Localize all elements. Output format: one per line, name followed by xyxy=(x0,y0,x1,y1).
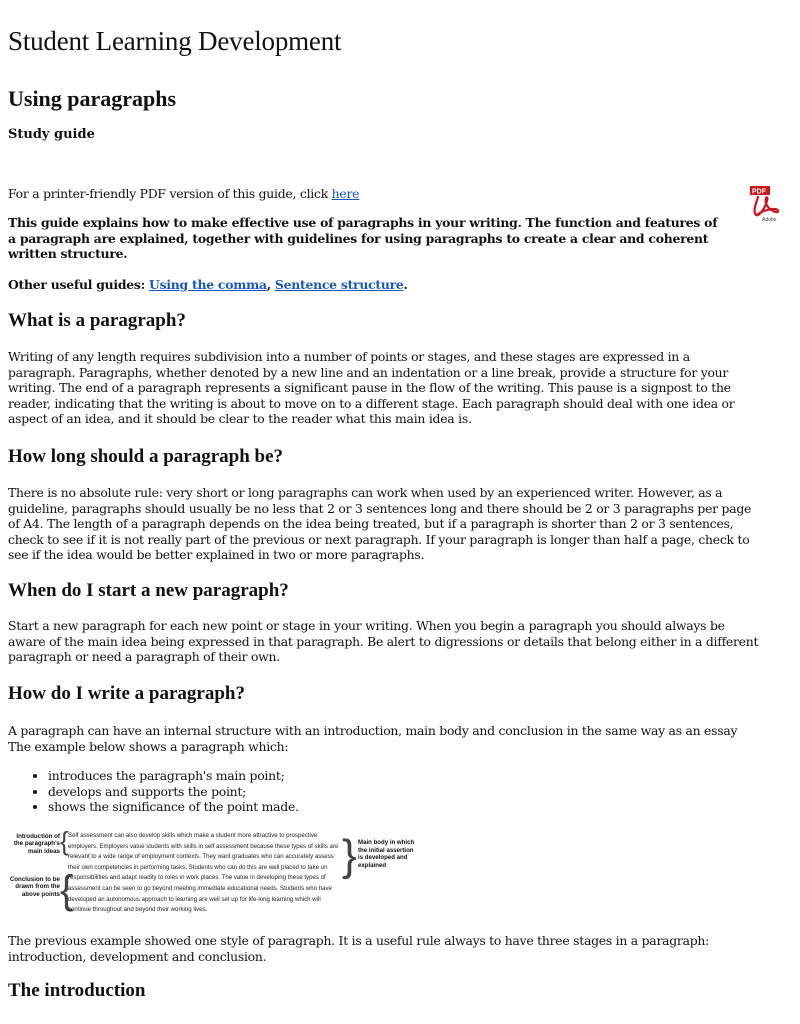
heading-when-new-paragraph: When do I start a new paragraph? xyxy=(8,580,289,601)
brace-right: } xyxy=(342,831,357,880)
page-title: Using paragraphs xyxy=(8,86,177,111)
after-example-text: The previous example showed one style of paragraph. It is a useful rule always to have three stages in a paragraph: introduction, development and conclusion. xyxy=(8,933,710,964)
pdf-line-text: For a printer-friendly PDF version of this guide, click xyxy=(8,186,332,201)
heading-the-introduction: The introduction xyxy=(8,980,146,1001)
example-label-main-body: Main body in which the initial assertion is developed and explained xyxy=(358,839,415,869)
heading-how-long: How long should a paragraph be? xyxy=(8,446,284,467)
paragraph-features-list xyxy=(8,768,800,815)
list-item: • shows the significance of the point made. xyxy=(48,799,800,815)
list-item: • introduces the paragraph's main point; xyxy=(48,768,800,784)
other-guides-label: Other useful guides: xyxy=(8,277,150,292)
other-guides-end: . xyxy=(403,277,408,292)
pdf-link[interactable]: here xyxy=(331,186,360,201)
other-guides xyxy=(8,277,760,293)
pdf-icon-label: Adobe xyxy=(762,217,777,223)
list-item: • develops and supports the point; xyxy=(48,784,800,800)
other-guides-sep: , xyxy=(266,277,275,292)
intro-summary: This guide explains how to make effective use of paragraphs in your writing. The function and features of a paragraph are explained, together with guidelines for using paragraphs to create a clear and coherent written structure. xyxy=(8,215,718,261)
example-label-conclusion: Conclusion to be drawn from the above points xyxy=(9,876,60,898)
when-body: Start a new paragraph for each new point or stage in your writing. When you begin a paragraph you should always be aware of the main idea being expressed in that paragraph. Be alert to digressions or details that belong either in a different paragraph or need a paragraph of their own. xyxy=(8,618,759,664)
how-write-body: A paragraph can have an internal structure with an introduction, main body and conclusion in the same way as an essay The example below shows a paragraph which: xyxy=(8,723,738,754)
svg-text:PDF: PDF xyxy=(752,188,766,196)
pdf-line xyxy=(8,186,760,202)
page-subtitle: Study guide xyxy=(8,127,95,142)
brace-left-bottom: { xyxy=(60,868,74,912)
heading-what-is-a-paragraph: What is a paragraph? xyxy=(8,310,186,331)
site-title: Student Learning Development xyxy=(8,26,342,56)
brace-left-top: { xyxy=(60,826,69,856)
pdf-icon[interactable] xyxy=(750,186,780,222)
heading-how-write: How do I write a paragraph? xyxy=(8,683,245,704)
what-body: Writing of any length requires subdivision into a number of points or stages, and these stages are expressed in a paragraph. Paragraphs, whether denoted by a new line and an indentation or a line break, provide a structure for your writing. The end of a paragraph represents a significant pause in the flow of the writing. This pause is a signpost to the reader, indicating that the writing is about to move on to a different stage. Each paragraph should deal with one idea or aspect of an idea, and it should be clear to the reader what this main idea is. xyxy=(8,349,735,426)
how-long-body: There is no absolute rule: very short or long paragraphs can work when used by an experienced writer. However, as a guideline, paragraphs should usually be no less that 2 or 3 sentences long and there should be 2 or 3 paragraphs per page of A4. The length of a paragraph depends on the idea being treated, but if a paragraph is shorter than 2 or 3 sentences, check to see if it is not really part of the previous or next paragraph. If your paragraph is longer than half a page, check to see if the idea would be better explained in two or more paragraphs. xyxy=(8,485,752,562)
link-sentence-structure[interactable]: Sentence structure xyxy=(274,277,404,292)
example-label-introduction: Introduction of the paragraph's main ideas xyxy=(13,833,60,855)
link-using-the-comma[interactable]: Using the comma xyxy=(149,277,267,292)
example-paragraph-figure xyxy=(8,828,428,918)
example-body-text: Self assessment can also develop skills which make a student more attractive to prospective employers. Employers value students with skills in self assessment because these types of skills are relevant to a wide range of employment contexts. They want graduates who can accurately assess their own competencies in performing tasks. Students who can do this are well placed to take on responsibilities and adapt readily to roles in work places. The value in developing these types of assessment can be seen to go beyond meeting immediate educational needs. Students who have developed an autonomous approach to learning are well set up for life-long learning which will continue throughout and beyond their working lives. xyxy=(68,832,339,914)
